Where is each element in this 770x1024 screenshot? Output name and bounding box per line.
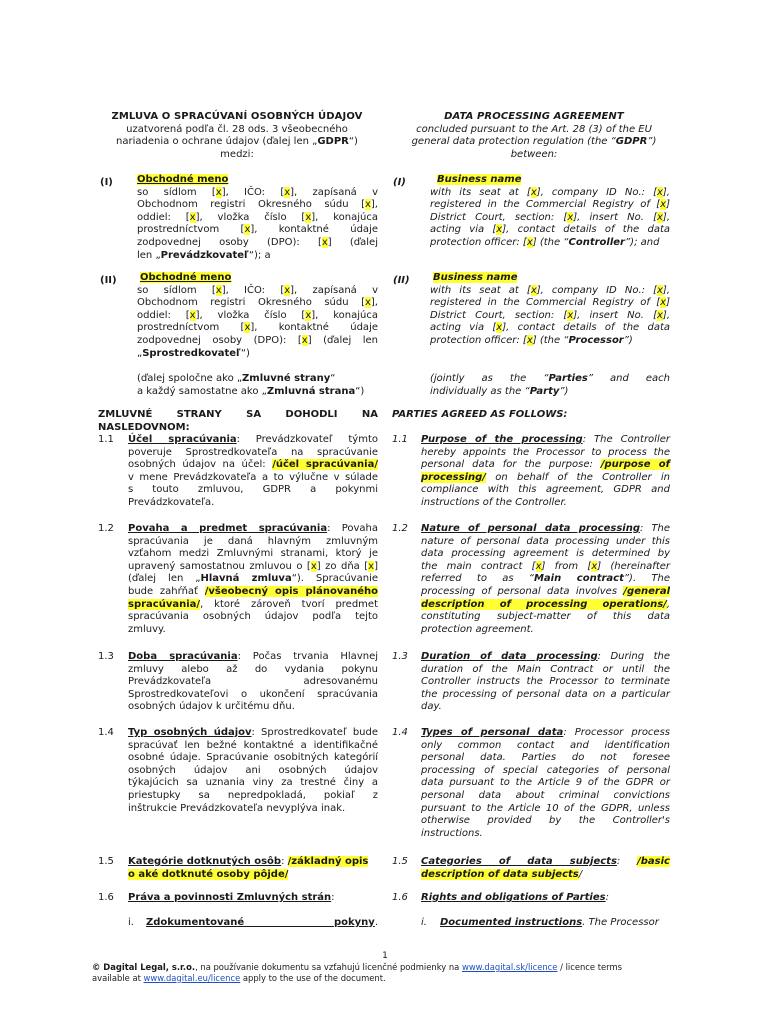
s1-2-en-num: 1.2 [392,523,408,534]
s1-5-sk: Kategórie dotknutých osôb: /základný opis o aké dotknuté osoby pôjde/ [128,856,369,880]
s1-6i-sk-num: i. [128,917,134,928]
s1-2-sk: Povaha a predmet spracúvania: Povaha spracúvania je daná hlavným zmluvným vzťahom medzi Zmluvnými stranami, ktorý je upravený samostatnou zmluvou o [x] zo dňa [x] (ďalej len „Hlavná zmluva“). Spracúvanie bude zahŕňať /všeobecný opis plánovaného spracúvania/, ktoré zároveň tvorí predmet spracúvania osobných údajov podľa tejto zmluvy. [128,523,379,635]
agreed-en: PARTIES AGREED AS FOLLOWS: [392,409,568,420]
s1-3-en: Duration of data processing: During the duration of the Main Contract or until the Controller instructs the Processor to terminate the processing of personal data on a particular day. [421,651,670,713]
party2-en: Business name with its seat at [x], company ID No.: [x], registered in the Commercial Registry of [x] District Court, section: [x], insert No. [x], acting via [x], contact details of the data protection officer: [x] (the “Processor”) [430,272,671,346]
s1-2-sk-num: 1.2 [98,523,114,534]
agreed-sk: ZMLUVNÉ STRANY SA DOHODLI NA NASLEDOVNOM: [98,409,378,433]
right-sub3: between: [510,148,558,160]
party2-en-name: Business name [433,272,518,283]
party1-sk-marker: (I) [100,177,113,188]
s1-1-en: Purpose of the processing: The Controller hereby appoints the Processor to process the personal data for the purpose: /purpose of processing/ on behalf of the Controller in compliance with this agreement, GDPR and instructions of the Controller. [421,434,671,508]
party2-en-marker: (II) [393,275,410,286]
party1-sk: Obchodné meno so sídlom [x], IČO: [x], zapísaná v Obchodnom registri Okresného súdu [x], oddiel: [x], vložka číslo [x], konajúca prostredníctvom [x], kontaktné údaje zodpovednej osoby (DPO): [x] (ďalej len „Prevádzkovateľ“); a [137,174,378,261]
party1-en-marker: (I) [393,177,406,188]
s1-1-sk-num: 1.1 [98,434,114,445]
s1-4-sk-num: 1.4 [98,727,114,738]
page-number: 1 [382,951,388,961]
s1-6i-en: Documented instructions. The Processor [440,917,659,928]
party2-sk: Obchodné meno so sídlom [x], IČO: [x], zapísaná v Obchodnom registri Okresného súdu [x], oddiel: [x], vložka číslo [x], konajúca prostredníctvom [x], kontaktné údaje zodpovednej osoby (DPO): [x] (ďalej len „Sprostredkovateľ“) [137,272,378,359]
s1-6-sk-num: 1.6 [98,892,114,903]
s1-6-en: Rights and obligations of Parties: [421,892,609,903]
s1-1-en-num: 1.1 [392,434,408,445]
party2-sk-marker: (II) [100,275,117,286]
left-sub2: nariadenia o ochrane údajov (ďalej len „GDPR“) [116,136,358,148]
party1-sk-name: Obchodné meno [137,174,229,185]
s1-4-en: Types of personal data: Processor process only common contact and identification personal data. Parties do not foresee processing of special categories of personal data pursuant to the Article 9 of the GDPR or personal data about criminal convictions pursuant to the Article 10 of the GDPR, unless otherwise provided by the Controller's instructions. [421,727,671,839]
right-sub1: concluded pursuant to the Art. 28 (3) of the EU [416,123,652,135]
s1-6i-en-num: i. [421,917,427,928]
jointly-sk: (ďalej spoločne ako „Zmluvné strany“ a každý samostatne ako „Zmluvná strana“) [137,373,365,397]
s1-2-en: Nature of personal data processing: The nature of personal data processing under this data processing agreement is determined by the main contract [x] from [x] (hereinafter referred to as “Main contract”). The processing of personal data involves /general description of processing operations/, constituting subject-matter of this data protection agreement. [421,523,671,635]
right-header [398,111,670,161]
footer: © Dagital Legal, s.r.o., na používanie dokumentu sa vzťahujú licenčné podmienky na www.dagital.sk/licence / licence terms available at www.dagital.eu/licence apply to the use of the document. [92,962,622,983]
s1-6-sk: Práva a povinnosti Zmluvných strán: [128,892,335,903]
party1-en-name: Business name [437,174,522,185]
right-sub2: general data protection regulation (the “GDPR”) [411,136,657,148]
footer-copyright: © Dagital Legal, s.r.o. [92,962,196,972]
left-sub1: uzatvorená podľa čl. 28 ods. 3 všeobecného [126,123,348,135]
party2-sk-name: Obchodné meno [140,272,232,283]
left-header [102,111,372,161]
party1-en: Business name with its seat at [x], company ID No.: [x], registered in the Commercial Registry of [x] District Court, section: [x], insert No. [x], acting via [x], contact details of the data protection officer: [x] (the “Controller”); and [430,174,671,248]
s1-5-sk-num: 1.5 [98,856,114,867]
s1-3-en-num: 1.3 [392,651,408,662]
jointly-en: (jointly as the “Parties” and each individually as the “Party”) [430,373,670,397]
left-sub3: medzi: [220,148,254,160]
s1-6i-sk: Zdokumentované pokyny. [146,917,378,928]
s1-1-sk: Účel spracúvania: Prevádzkovateľ týmto poveruje Sprostredkovateľa na spracúvanie osobných údajov na účel: /účel spracúvania/ v mene Prevádzkovateľa a to výlučne v súlade s touto zmluvou, GDPR a pokynmi Prevádzkovateľa. [128,434,378,508]
footer-link-eu[interactable]: www.dagital.eu/licence [143,972,241,983]
s1-6-en-num: 1.6 [392,892,408,903]
s1-5-en: Categories of data subjects: /basic description of data subjects/ [421,856,670,880]
s1-5-en-num: 1.5 [392,856,408,867]
s1-3-sk-num: 1.3 [98,651,114,662]
left-title: ZMLUVA O SPRACÚVANÍ OSOBNÝCH ÚDAJOV [111,111,363,122]
footer-link-sk[interactable]: www.dagital.sk/licence [461,962,558,972]
s1-4-en-num: 1.4 [392,727,408,738]
s1-4-sk: Typ osobných údajov: Sprostredkovateľ bude spracúvať len bežné kontaktné a identifikačné osobné údaje. Spracúvanie osobitných kategórií osobných údajov ani osobných údajov týkajúcich sa uznania viny za trestné činy a priestupky sa nepredpokladá, pokiaľ z inštrukcie Prevádzkovateľa nevyplýva inak. [128,727,378,814]
s1-3-sk: Doba spracúvania: Počas trvania Hlavnej zmluvy alebo až do vydania pokynu Prevádzkovateľa adresovanému Sprostredkovateľovi o ukončení spracúvania osobných údajov k určitému dňu. [128,651,378,713]
right-title: DATA PROCESSING AGREEMENT [444,111,624,122]
